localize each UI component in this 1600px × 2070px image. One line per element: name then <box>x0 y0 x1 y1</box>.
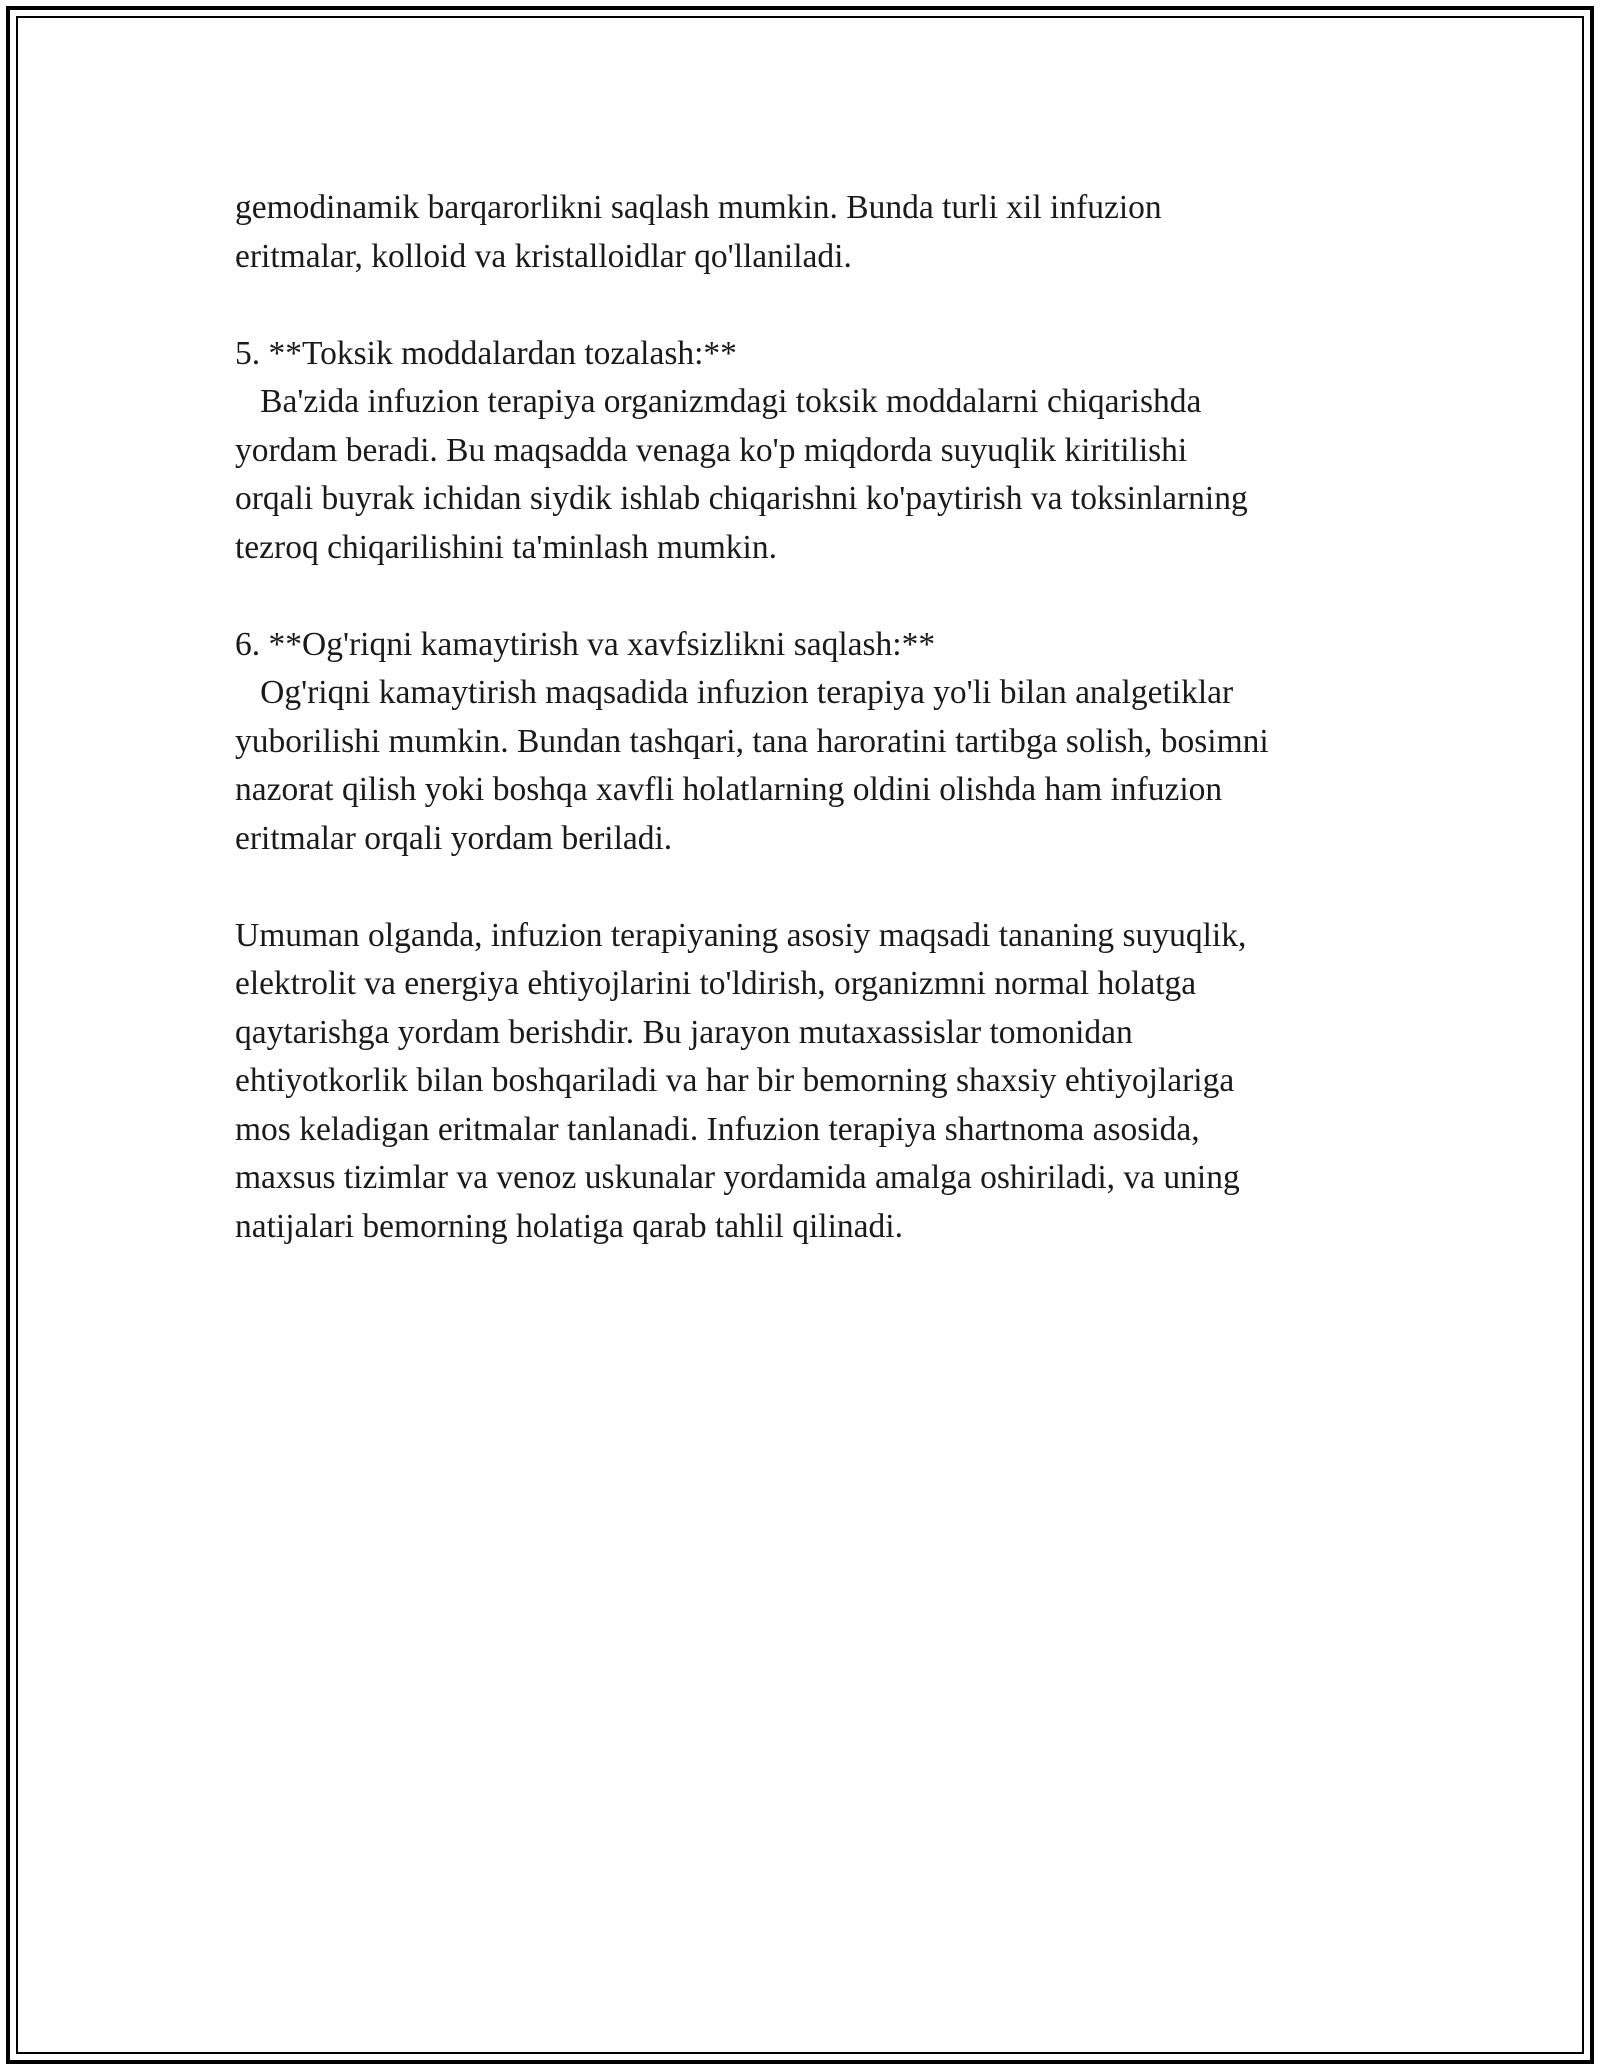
text-line: ehtiyotkorlik bilan boshqariladi va har bir bemorning shaxsiy ehtiyojlariga <box>235 1062 1235 1099</box>
paragraph-conclusion <box>235 912 1375 1252</box>
document-body <box>235 184 1375 1251</box>
text-line: Umuman olganda, infuzion terapiyaning asosiy maqsadi tananing suyuqlik, <box>235 916 1247 954</box>
text-line: eritmalar orqali yordam beriladi. <box>235 819 673 857</box>
text-line: elektrolit va energiya ehtiyojlarini to'ldirish, organizmni normal holatga <box>235 965 1197 1002</box>
section-toksik-moddalar <box>235 330 1375 573</box>
text-line: maxsus tizimlar va venoz uskunalar yordamida amalga oshiriladi, va uning <box>235 1159 1240 1196</box>
paragraph-spacer <box>235 572 1375 621</box>
paragraph-spacer <box>235 281 1375 330</box>
paragraph-intro <box>235 184 1375 281</box>
text-line: orqali buyrak ichidan siydik ishlab chiqarishni ko'paytirish va toksinlarning <box>235 480 1248 517</box>
section-heading: 6. **Og'riqni kamaytirish va xavfsizlikni saqlash:** <box>235 625 936 663</box>
text-line: mos keladigan eritmalar tanlanadi. Infuzion terapiya shartnoma asosida, <box>235 1110 1200 1148</box>
text-line: yuborilishi mumkin. Bundan tashqari, tana haroratini tartibga solish, bosimni <box>235 722 1269 760</box>
text-line: gemodinamik barqarorlikni saqlash mumkin. Bunda turli xil infuzion <box>235 189 1162 226</box>
text-line: yordam beradi. Bu maqsadda venaga ko'p miqdorda suyuqlik kiritilishi <box>235 431 1188 469</box>
text-line: nazorat qilish yoki boshqa xavfli holatlarning oldini olishda ham infuzion <box>235 771 1223 808</box>
section-ogriqni-kamaytirish <box>235 621 1375 864</box>
text-line: natijalari bemorning holatiga qarab tahlil qilinadi. <box>235 1207 903 1245</box>
section-heading: 5. **Toksik moddalardan tozalash:** <box>235 334 737 372</box>
text-line: eritmalar, kolloid va kristalloidlar qo'llaniladi. <box>235 237 852 275</box>
text-line: Ba'zida infuzion terapiya organizmdagi toksik moddalarni chiqarishda <box>235 383 1202 420</box>
text-line: Og'riqni kamaytirish maqsadida infuzion terapiya yo'li bilan analgetiklar <box>235 674 1234 711</box>
text-line: qaytarishga yordam berishdir. Bu jarayon mutaxassislar tomonidan <box>235 1013 1133 1051</box>
paragraph-spacer <box>235 863 1375 912</box>
text-line: tezroq chiqarilishini ta'minlash mumkin. <box>235 528 777 566</box>
